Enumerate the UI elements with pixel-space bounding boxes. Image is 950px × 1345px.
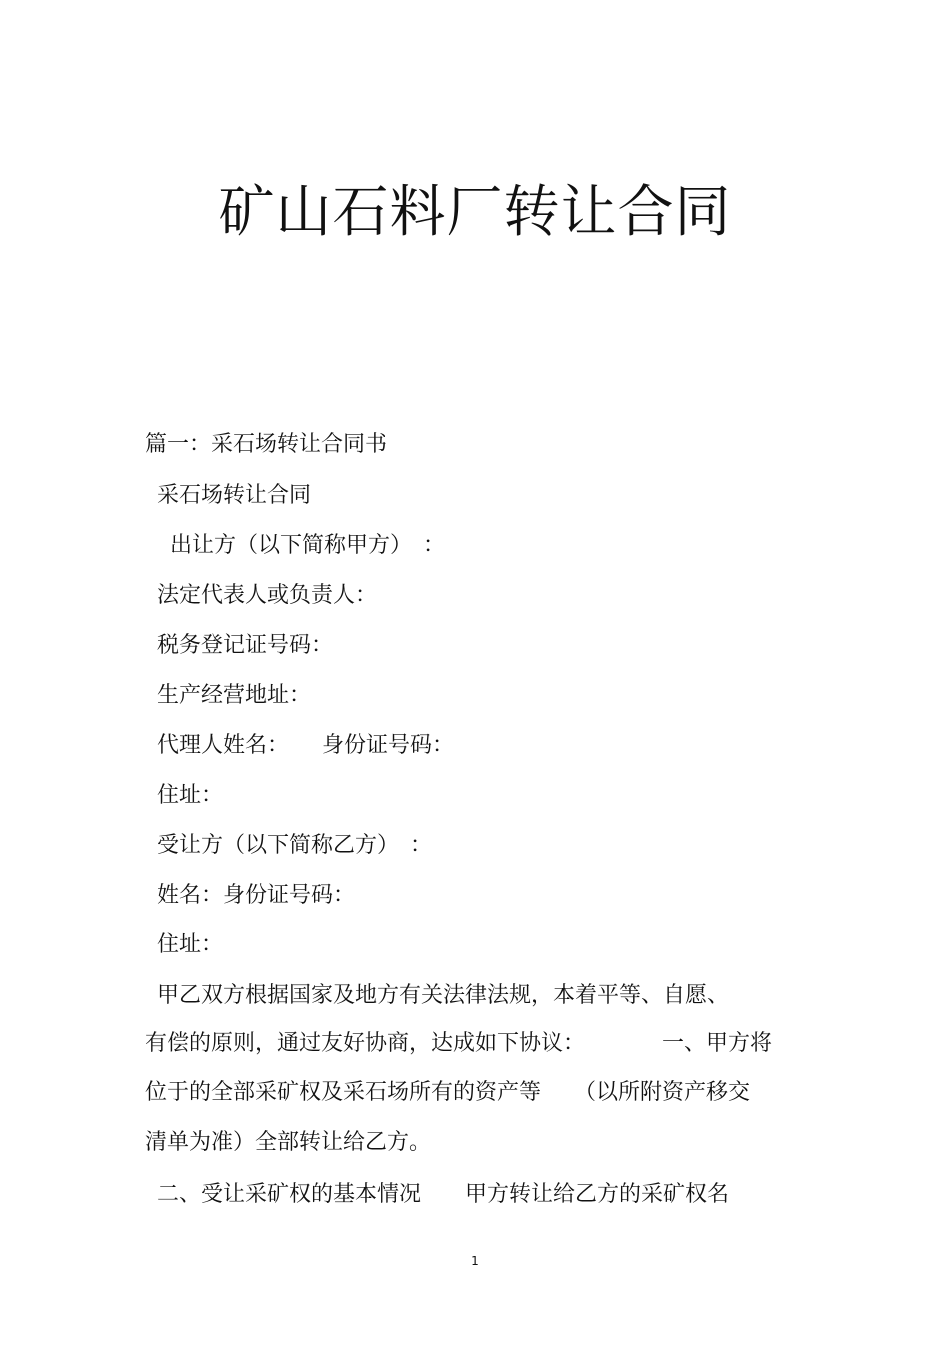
contract-name: 采石场转让合同 xyxy=(157,483,312,508)
body-paragraph-line: 二、受让采矿权的基本情况 甲方转让给乙方的采矿权名 xyxy=(157,1182,730,1207)
tax-registration-field: 税务登记证号码： xyxy=(157,633,334,658)
body-paragraph-line: 清单为准）全部转让给乙方。 xyxy=(145,1130,432,1155)
business-address-field: 生产经营地址： xyxy=(157,683,312,708)
party-b-name-id-field: 姓名：身份证号码： xyxy=(157,883,356,908)
legal-representative-field: 法定代表人或负责人： xyxy=(157,583,378,608)
agent-name-id-field: 代理人姓名： 身份证号码： xyxy=(157,733,455,758)
document-title: 矿山石料厂转让合同 xyxy=(218,180,732,245)
body-paragraph-line: 甲乙双方根据国家及地方有关法律法规，本着平等、自愿、 xyxy=(157,983,730,1008)
party-b-label: 受让方（以下简称乙方） ： xyxy=(157,833,433,858)
body-paragraph-line: 有偿的原则，通过友好协商，达成如下协议： 一、甲方将 xyxy=(145,1031,773,1056)
body-paragraph-line: 位于的全部采矿权及采石场所有的资产等 （以所附资产移交 xyxy=(145,1080,751,1105)
party-a-label: 出让方（以下简称甲方） ： xyxy=(170,533,446,558)
party-a-address-field: 住址： xyxy=(157,783,224,808)
party-b-address-field: 住址： xyxy=(157,932,224,957)
section-heading: 篇一：采石场转让合同书 xyxy=(145,432,388,457)
page-number: 1 xyxy=(471,1254,479,1268)
